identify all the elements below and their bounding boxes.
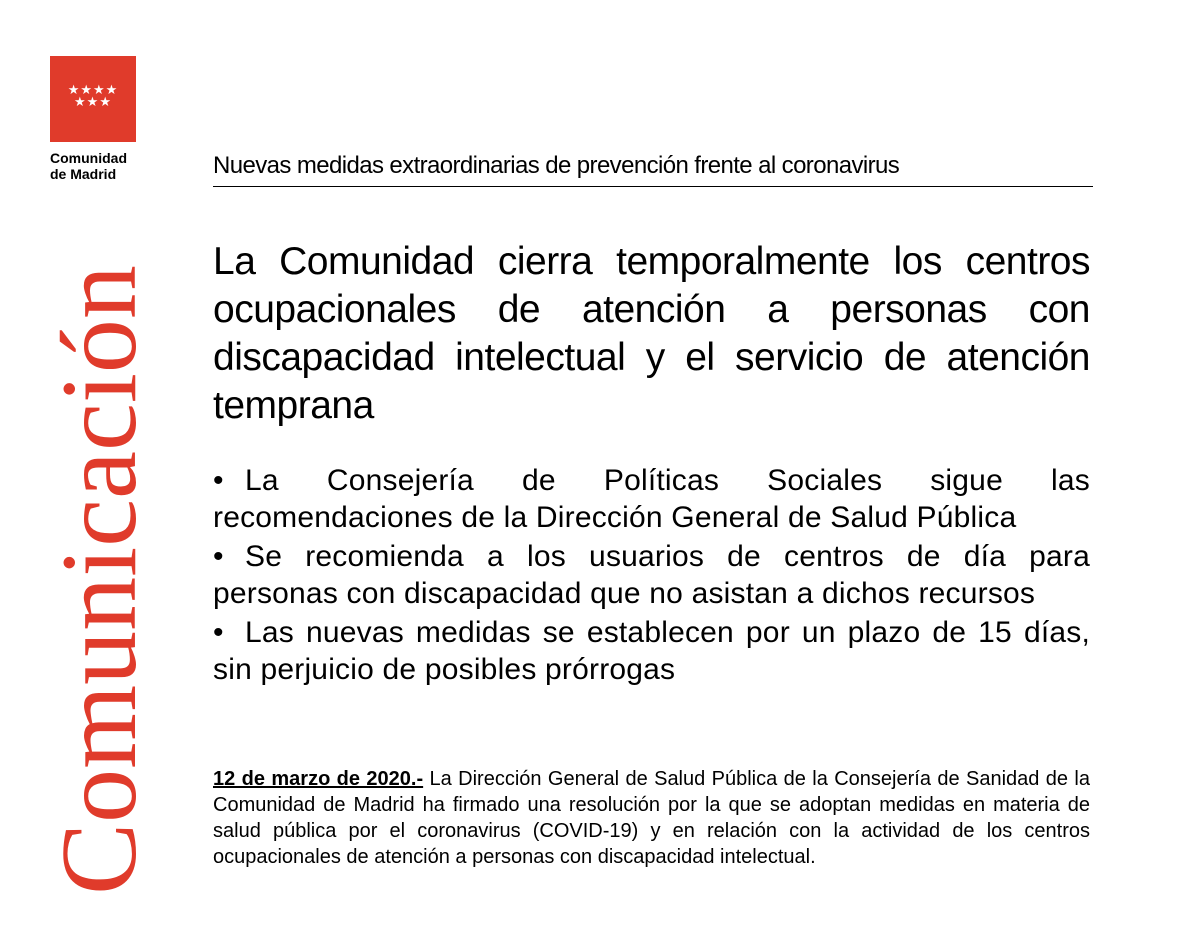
summary-bullets xyxy=(213,462,1090,690)
madrid-flag-logo xyxy=(50,56,136,142)
bullet-text: La Consejería de Políticas Sociales sigue las recomendaciones de la Dirección General de Salud Pública xyxy=(213,464,1090,534)
bullet-text: Se recomienda a los usuarios de centros de día para personas con discapacidad que no asistan a dichos recursos xyxy=(213,540,1090,610)
bullet-icon: • xyxy=(213,464,224,497)
body-paragraph xyxy=(213,766,1090,870)
stars-icon xyxy=(50,84,136,108)
comunicacion-vertical-title: Comunicación xyxy=(40,265,159,895)
bullet-icon: • xyxy=(213,540,224,573)
logo-name-line-2: de Madrid xyxy=(50,166,117,182)
stars-row-1: ★★★★ xyxy=(67,82,119,97)
bullet-item xyxy=(213,538,1090,612)
section-title: Nuevas medidas extraordinarias de prevención frente al coronavirus xyxy=(213,152,1093,187)
body-text: La Dirección General de Salud Pública de la Consejería de Sanidad de la Comunidad de Madrid ha firmado una resolución por la que se adoptan medidas en materia de salud pública por el coronavirus (COVID-19) y en relación con la actividad de los centros ocupacionales de atención a personas con discapacidad intelectual. xyxy=(213,768,1090,868)
stars-row-2: ★★★ xyxy=(74,94,112,109)
bullet-item xyxy=(213,462,1090,536)
bullet-item xyxy=(213,614,1090,688)
headline: La Comunidad cierra temporalmente los centros ocupacionales de atención a personas con discapacidad intelectual y el servicio de atención temprana xyxy=(213,240,1090,427)
logo-wordmark xyxy=(50,150,150,182)
bullet-text: Las nuevas medidas se establecen por un plazo de 15 días, sin perjuicio de posibles prórrogas xyxy=(213,616,1090,686)
logo-name-line-1: Comunidad xyxy=(50,150,127,166)
bullet-icon: • xyxy=(213,616,224,649)
dateline: 12 de marzo de 2020.- xyxy=(213,768,424,790)
